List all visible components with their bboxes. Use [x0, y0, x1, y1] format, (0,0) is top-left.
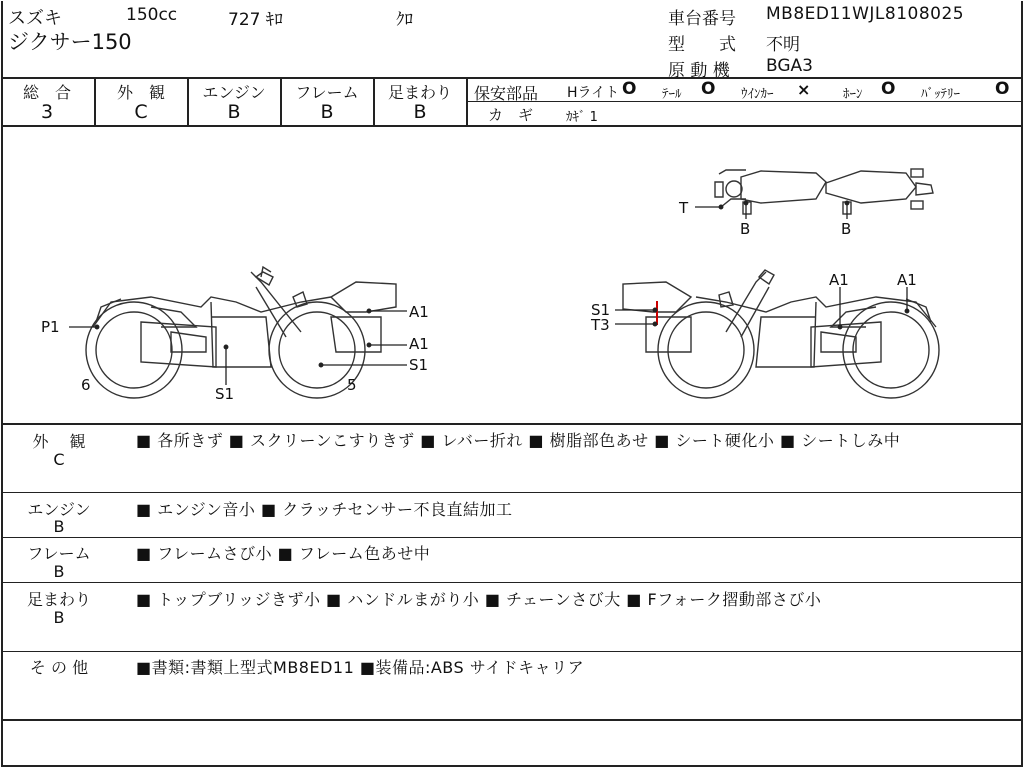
- exterior-label: 外 観: [116, 83, 165, 102]
- divider: [1, 423, 1021, 425]
- label-a1-mid: A1: [409, 335, 429, 353]
- section-suspension-grade: B: [53, 608, 65, 627]
- label-s1-rear: S1: [591, 301, 611, 319]
- total-label: 総 合: [22, 83, 71, 102]
- divider: [466, 78, 468, 125]
- key-label: カ ギ: [488, 106, 534, 124]
- label-a1-b: A1: [897, 271, 917, 289]
- battery-mark: O: [995, 79, 1010, 99]
- winker-mark: ×: [797, 80, 811, 99]
- type-label: 型 式: [668, 35, 736, 55]
- label-p1: P1: [41, 318, 60, 336]
- label-t3: T3: [591, 316, 610, 334]
- section-suspension-notes: ■ トップブリッジきず小 ■ ハンドルまがり小 ■ チェーンさび大 ■ Fフォーク摺動部さび小: [136, 590, 822, 609]
- frame-grade: B: [320, 101, 334, 123]
- label-5: 5: [347, 376, 357, 394]
- exterior-grade: C: [134, 101, 148, 123]
- right-side-bike-outline: [623, 270, 939, 398]
- label-a1-a: A1: [829, 271, 849, 289]
- headlight-label: Hライト: [567, 85, 620, 101]
- damage-diagram: [1, 127, 1021, 423]
- headlight-mark: O: [622, 79, 637, 99]
- winker-label: ｳｲﾝｶｰ: [741, 87, 774, 102]
- divider: [1, 537, 1021, 538]
- color: ｸﾛ: [396, 10, 413, 30]
- engine-grade-label: エンジン: [202, 83, 266, 102]
- section-other-notes: ■書類:書類上型式MB8ED11 ■装備品:ABS サイドキャリア: [136, 658, 585, 677]
- section-exterior-label: 外 観: [32, 432, 86, 451]
- divider: [1, 651, 1021, 652]
- frame-grade-label: フレーム: [295, 83, 359, 102]
- model-name: ジクサー150: [8, 30, 132, 54]
- label-s1-right: S1: [409, 356, 429, 374]
- displacement: 150cc: [126, 5, 178, 25]
- section-engine-grade: B: [53, 517, 65, 536]
- label-b-front: B: [740, 220, 751, 238]
- top-view-bike-outline: [715, 169, 933, 214]
- frame-no-label: 車台番号: [668, 9, 736, 29]
- suspension-grade: B: [413, 101, 427, 123]
- divider: [1, 492, 1021, 493]
- engine-label: 原 動 機: [668, 61, 730, 81]
- total-grade: 3: [40, 101, 54, 123]
- horn-label: ﾎｰﾝ: [843, 87, 863, 102]
- section-frame-grade: B: [53, 562, 65, 581]
- section-other-label: そ の 他: [29, 658, 89, 677]
- section-frame-label: フレーム: [27, 544, 91, 563]
- divider: [1, 719, 1021, 721]
- label-a1-top: A1: [409, 303, 429, 321]
- safety-label: 保安部品: [474, 84, 539, 103]
- horn-mark: O: [881, 79, 896, 99]
- section-suspension-label: 足まわり: [26, 590, 91, 609]
- divider: [1, 77, 1021, 79]
- section-engine-notes: ■ エンジン音小 ■ クラッチセンサー不良直結加工: [136, 500, 513, 519]
- engine-grade: B: [227, 101, 241, 123]
- tail-label: ﾃｰﾙ: [662, 87, 682, 102]
- suspension-grade-label: 足まわり: [387, 83, 452, 102]
- battery-label: ﾊﾞｯﾃﾘｰ: [921, 87, 960, 102]
- key-value: ｶｷﾞ 1: [566, 110, 598, 125]
- divider: [1, 582, 1021, 583]
- section-exterior-grade: C: [53, 450, 65, 469]
- maker: スズキ: [8, 8, 62, 29]
- section-exterior-notes: ■ 各所きず ■ スクリーンこすりきず ■ レバー折れ ■ 樹脂部色あせ ■ シート硬化小 ■ シートしみ中: [136, 431, 901, 450]
- tail-mark: O: [701, 79, 716, 99]
- type-value: 不明: [766, 35, 800, 55]
- mileage: 727 ｷﾛ: [228, 10, 283, 30]
- frame-no: MB8ED11WJL8108025: [766, 4, 965, 24]
- label-s1-bottom: S1: [215, 385, 235, 403]
- section-frame-notes: ■ フレームさび小 ■ フレーム色あせ中: [136, 544, 431, 563]
- engine-value: BGA3: [766, 56, 813, 76]
- label-b-rear: B: [841, 220, 852, 238]
- label-6: 6: [81, 376, 91, 394]
- label-t: T: [679, 199, 689, 217]
- section-engine-label: エンジン: [27, 500, 91, 519]
